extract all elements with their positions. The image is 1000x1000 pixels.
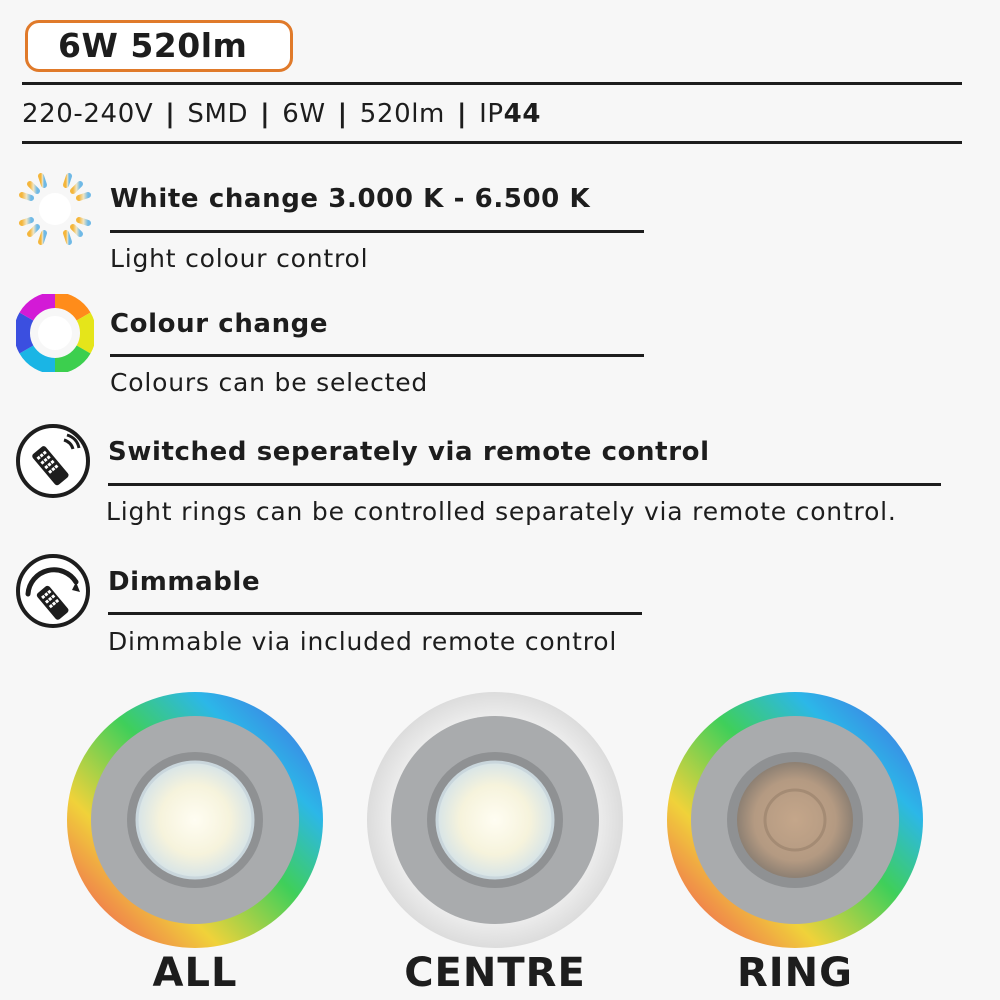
feature-title-separate-switching: Switched seperately via remote control	[108, 437, 710, 467]
header-divider-top	[22, 82, 962, 85]
spec-ip-prefix: IP	[479, 99, 504, 129]
spec-power: 6W	[282, 99, 326, 129]
color-wheel-icon	[16, 294, 94, 372]
feature-title-dimmable: Dimmable	[108, 567, 261, 597]
specs-line: 220-240V | SMD | 6W | 520lm | IP44	[22, 99, 542, 129]
feature-divider	[108, 483, 941, 486]
spec-lumen: 520lm	[359, 99, 445, 129]
spec-ip-value: 44	[503, 99, 542, 129]
feature-divider	[108, 612, 642, 615]
remote-control-icon	[14, 422, 92, 500]
product-label-centre: CENTRE	[404, 950, 586, 996]
spec-voltage: 220-240V	[22, 99, 154, 129]
feature-divider	[110, 230, 644, 233]
product-image-ring	[665, 690, 925, 950]
product-spec-badge: 6W 520lm	[25, 20, 293, 72]
feature-divider	[110, 354, 644, 357]
spec-type: SMD	[187, 99, 249, 129]
product-label-all: ALL	[152, 950, 238, 996]
feature-desc-white-change: Light colour control	[110, 244, 369, 273]
header-divider-bottom	[22, 141, 962, 144]
feature-desc-separate-switching: Light rings can be controlled separately via remote control.	[106, 497, 897, 526]
feature-title-colour-change: Colour change	[110, 309, 329, 339]
feature-desc-colour-change: Colours can be selected	[110, 368, 429, 397]
feature-desc-dimmable: Dimmable via included remote control	[108, 627, 618, 656]
product-image-centre	[365, 690, 625, 950]
product-image-all	[65, 690, 325, 950]
sun-gradient-icon	[16, 170, 94, 248]
product-label-ring: RING	[737, 950, 853, 996]
feature-title-white-change: White change 3.000 K - 6.500 K	[110, 184, 591, 214]
dimmer-remote-icon	[14, 552, 92, 630]
